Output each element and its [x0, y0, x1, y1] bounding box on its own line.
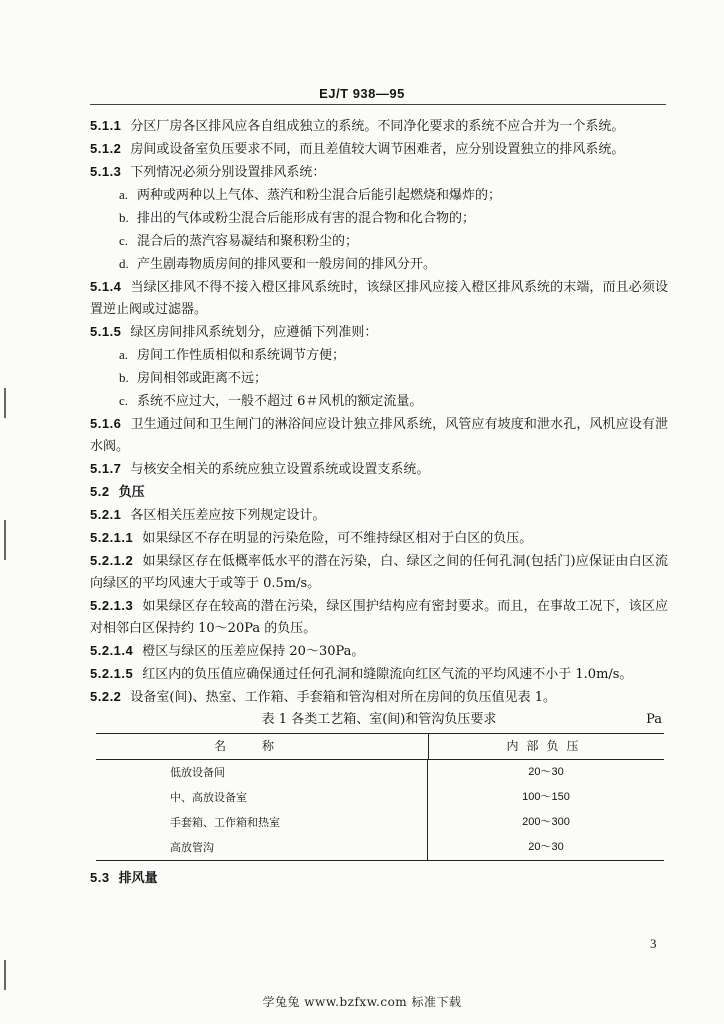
- list-item: [90, 230, 668, 253]
- clause-number: 5.1.4: [90, 279, 122, 294]
- clause-5-1-6: [90, 413, 668, 458]
- list-item-text: 系统不应过大，一般不超过 6＃风机的额定流量。: [137, 394, 423, 409]
- clause-number: 5.2.2: [90, 689, 122, 704]
- list-item-label: a.: [119, 187, 129, 202]
- clause-text: 当绿区排风不得不接入橙区排风系统时，该绿区排风应接入橙区排风系统的末端，而且必须设置逆止阀或过滤器。: [90, 280, 668, 317]
- clause-text: 设备室(间)、热室、工作箱、手套箱和管沟相对所在房间的负压值见表 1。: [130, 690, 556, 705]
- footer-watermark: 学兔兔 www.bzfxw.com 标准下载: [262, 995, 462, 1009]
- clause-text: 负压: [118, 485, 145, 500]
- document-body: [90, 115, 668, 890]
- list-item-text: 产生剧毒物质房间的排风要和一般房间的排风分开。: [137, 257, 437, 272]
- list-item-label: c.: [119, 233, 129, 248]
- table-row: [96, 810, 664, 835]
- table-row: [96, 785, 664, 810]
- table-header-row: [96, 734, 664, 760]
- clause-5-2-1-3: [90, 595, 668, 640]
- clause-5-1-2: [90, 138, 668, 161]
- clause-5-2-1: [90, 504, 668, 527]
- section-title: 排风量: [118, 871, 158, 886]
- clause-number: 5.2.1.4: [90, 643, 134, 658]
- list-item-label: b.: [119, 370, 129, 385]
- clause-number: 5.2.1.5: [90, 666, 134, 681]
- list-item-label: c.: [119, 393, 129, 408]
- scan-artifact: [4, 388, 6, 418]
- table-body: [96, 760, 664, 860]
- clause-5-2-1-2: [90, 550, 668, 595]
- section-number: 5.3: [90, 870, 110, 885]
- clause-text: 下列情况必须分别设置排风系统：: [130, 165, 326, 180]
- list-item: [90, 344, 668, 367]
- list-item-text: 房间工作性质相似和系统调节方便；: [137, 348, 346, 363]
- table-cell-pressure: 20～30: [528, 766, 564, 778]
- scan-artifact: [4, 960, 6, 990]
- clause-5-1-5: [90, 321, 668, 344]
- clause-text: 红区内的负压值应确保通过任何孔洞和缝隙流向红区气流的平均风速不小于 1.0m/s。: [142, 667, 633, 682]
- pressure-table: [96, 733, 664, 861]
- header-rule: [90, 104, 666, 105]
- table-caption: [90, 709, 668, 731]
- table-title: 表 1 各类工艺箱、室(间)和管沟负压要求: [261, 712, 497, 727]
- table-cell-name: 低放设备间: [96, 760, 428, 785]
- clause-text: 各区相关压差应按下列规定设计。: [130, 508, 326, 523]
- section-5-3: [90, 867, 668, 890]
- clause-number: 5.1.5: [90, 324, 122, 339]
- list-item-label: b.: [119, 210, 129, 225]
- clause-text: 绿区房间排风系统划分，应遵循下列准则：: [130, 325, 378, 340]
- clause-5-1-1: [90, 115, 668, 138]
- clause-5-1-7: [90, 458, 668, 481]
- clause-text: 橙区与绿区的压差应保持 20～30Pa。: [142, 644, 365, 659]
- clause-5-2-1-1: [90, 527, 668, 550]
- clause-number: 5.1.7: [90, 461, 122, 476]
- clause-5-2-1-5: [90, 663, 668, 686]
- clause-text: 分区厂房各区排风应各自组成独立的系统。不同净化要求的系统不应合并为一个系统。: [130, 119, 625, 134]
- table-row: [96, 760, 664, 785]
- table-cell-pressure: 100～150: [522, 791, 570, 803]
- clause-text: 与核安全相关的系统应独立设置系统或设置支系统。: [130, 462, 430, 477]
- clause-5-2-1-4: [90, 640, 668, 663]
- clause-text: 房间或设备室负压要求不同，而且差值较大调节困难者，应分别设置独立的排风系统。: [130, 142, 625, 157]
- list-item: [90, 367, 668, 390]
- clause-5-2: [90, 481, 668, 504]
- table-header-pressure: 内部负压: [506, 739, 587, 753]
- table-row: [96, 835, 664, 860]
- clause-number: 5.2.1.1: [90, 530, 134, 545]
- clause-number: 5.2.1: [90, 507, 122, 522]
- list-item-label: a.: [119, 347, 129, 362]
- list-item-text: 混合后的蒸汽容易凝结和聚积粉尘的；: [137, 234, 359, 249]
- list-item: [90, 253, 668, 276]
- clause-number: 5.2.1.3: [90, 598, 134, 613]
- clause-number: 5.2: [90, 484, 110, 499]
- clause-text: 如果绿区存在低概率低水平的潜在污染，白、绿区之间的任何孔洞(包括门)应保证由白区流向绿区的平均风速大于或等于 0.5m/s。: [90, 554, 668, 591]
- clause-number: 5.2.1.2: [90, 553, 134, 568]
- table-cell-pressure: 20～30: [528, 841, 564, 853]
- clause-5-2-2: [90, 686, 668, 709]
- page-number: 3: [650, 936, 657, 951]
- table-header-name: 名称: [96, 734, 429, 759]
- clause-number: 5.1.6: [90, 416, 122, 431]
- list-item-label: d.: [119, 256, 129, 271]
- clause-number: 5.1.1: [90, 118, 122, 133]
- clause-number: 5.1.2: [90, 141, 122, 156]
- list-item: [90, 390, 668, 413]
- list-item-text: 排出的气体或粉尘混合后能形成有害的混合物和化合物的；: [137, 211, 476, 226]
- paragraph-list: [90, 115, 668, 709]
- clause-5-1-3: [90, 161, 668, 184]
- table-cell-pressure: 200～300: [522, 816, 570, 828]
- scan-artifact: [4, 520, 6, 560]
- clause-number: 5.1.3: [90, 164, 122, 179]
- list-item: [90, 184, 668, 207]
- list-item: [90, 207, 668, 230]
- table-cell-name: 高放管沟: [96, 835, 428, 860]
- table-cell-name: 中、高放设备室: [96, 785, 428, 810]
- list-item-text: 两种或两种以上气体、蒸汽和粉尘混合后能引起燃烧和爆炸的；: [137, 188, 502, 203]
- clause-text: 如果绿区不存在明显的污染危险，可不维持绿区相对于白区的负压。: [142, 531, 533, 546]
- table-unit: Pa: [646, 712, 662, 727]
- clause-text: 卫生通过间和卫生闸门的淋浴间应设计独立排风系统，风管应有坡度和泄水孔，风机应设有泄水阀。: [90, 417, 668, 454]
- document-code-header: EJ/T 938—95: [319, 86, 405, 101]
- clause-5-1-4: [90, 276, 668, 321]
- list-item-text: 房间相邻或距离不远；: [137, 371, 268, 386]
- table-cell-name: 手套箱、工作箱和热室: [96, 810, 428, 835]
- clause-text: 如果绿区存在较高的潜在污染，绿区围护结构应有密封要求。而且，在事故工况下，该区应对相邻白区保持约 10～20Pa 的负压。: [90, 599, 668, 636]
